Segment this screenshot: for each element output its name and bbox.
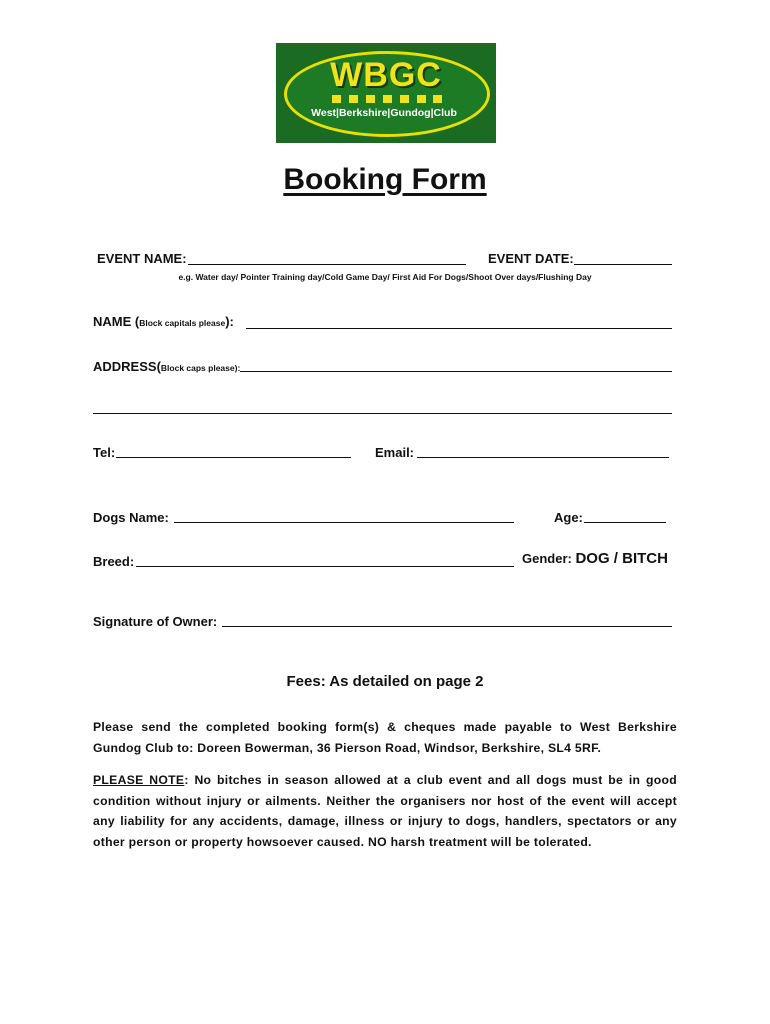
signature-label: Signature of Owner: [93,614,218,629]
gender-options[interactable]: DOG / BITCH [575,550,668,567]
fees-heading: Fees: As detailed on page 2 [286,673,484,690]
club-logo [276,43,496,143]
please-note-text: : No bitches in season allowed at a club event and all dogs must be in good condition without injury or ailments. Neither the organisers nor host of the event will accept any liability for any accidents, damage, illness or injury to dogs, handlers, spectators or any other person or property howsoever caused. NO harsh treatment will be tolerated. [93,773,677,849]
event-date-field[interactable] [574,264,672,265]
event-name-label: EVENT NAME: [97,251,187,266]
address-hint: Block caps please): [160,363,241,373]
tel-field[interactable] [116,457,351,458]
page-title-text: Booking Form [283,163,487,196]
address-field-1[interactable] [240,371,672,372]
logo-squares [332,95,442,103]
address-row [93,359,240,376]
event-name-field[interactable] [188,264,466,265]
name-label: NAME ( [93,314,140,329]
dogs-name-label: Dogs Name: [93,510,169,525]
logo-club-name: West|Berkshire|Gundog|Club [311,107,457,119]
dogs-name-field[interactable] [174,522,514,523]
breed-label: Breed: [93,554,135,569]
name-hint: Block capitals please [139,318,226,328]
gender-label: Gender: [522,551,572,566]
event-date-label: EVENT DATE: [488,251,574,266]
address-label: ADDRESS( [93,359,161,374]
breed-field[interactable] [136,566,514,567]
send-instructions: Please send the completed booking form(s) & cheques made payable to West Berkshire Gundog Club to: Doreen Bowerman, 36 Pierson Road, Windsor, Berkshire, SL4 5RF. [93,720,677,755]
event-hint: e.g. Water day/ Pointer Training day/Cold Game Day/ First Aid For Dogs/Shoot Over days/Flushing Day [178,272,592,282]
age-label: Age: [554,510,583,525]
email-field[interactable] [417,457,669,458]
tel-label: Tel: [93,445,116,460]
name-close: ): [225,314,234,329]
email-label: Email: [375,445,415,460]
logo-abbreviation: WBGC [330,56,442,94]
name-row [93,314,234,331]
please-note [93,770,677,852]
address-field-2[interactable] [93,413,672,414]
page-title [0,162,770,198]
age-field[interactable] [584,522,666,523]
gender-row [522,551,668,567]
name-field[interactable] [246,328,672,329]
please-note-label: PLEASE NOTE [93,773,185,787]
signature-field[interactable] [222,626,672,627]
